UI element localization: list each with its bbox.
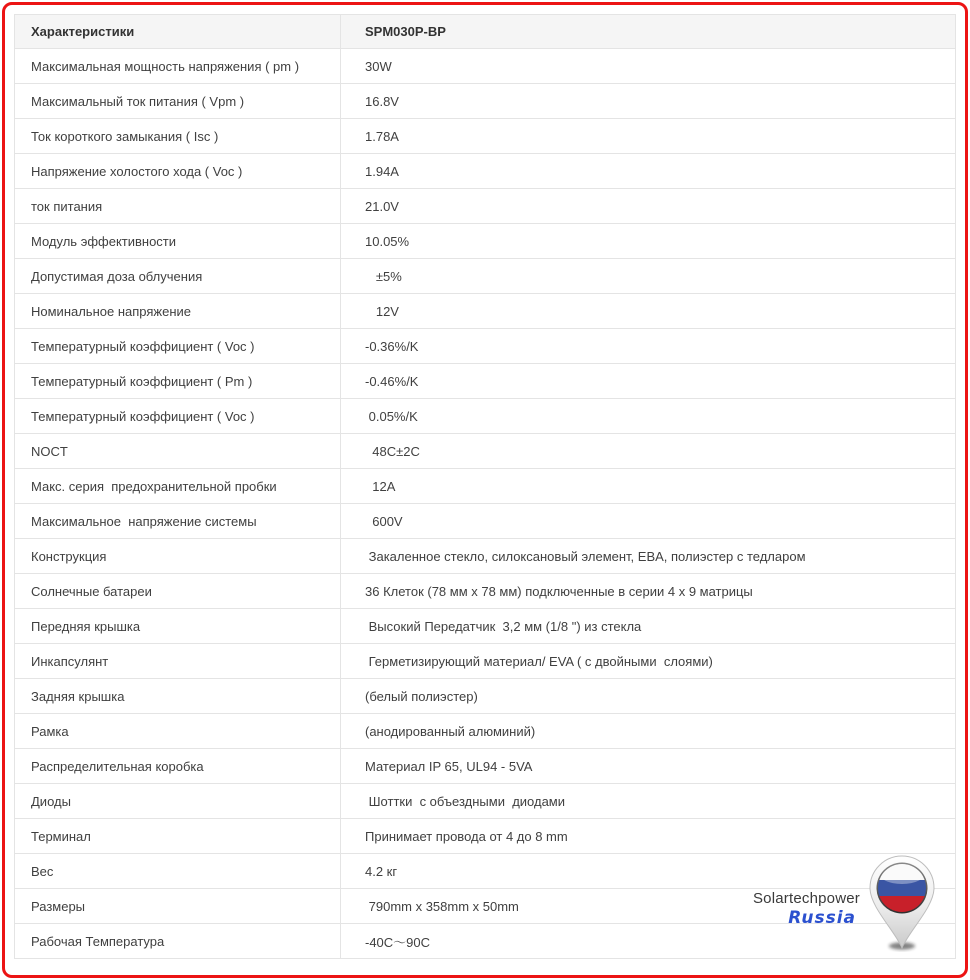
spec-value: (анодированный алюминий) — [341, 714, 956, 749]
table-row — [15, 784, 956, 819]
table-row — [15, 84, 956, 119]
spec-value: 36 Клеток (78 мм x 78 мм) подключенные в серии 4 x 9 матрицы — [341, 574, 956, 609]
spec-label: Солнечные батареи — [15, 574, 341, 609]
spec-value: Закаленное стекло, силоксановый элемент, EBA, полиэстер с тедларом — [341, 539, 956, 574]
spec-value: Герметизирующий материал/ EVA ( с двойными слоями) — [341, 644, 956, 679]
spec-label: Конструкция — [15, 539, 341, 574]
russia-flag-pin-icon — [864, 854, 940, 952]
spec-value: 48C±2C — [341, 434, 956, 469]
table-row — [15, 714, 956, 749]
spec-value: -0.36%/K — [341, 329, 956, 364]
spec-label: Температурный коэффициент ( Pm ) — [15, 364, 341, 399]
spec-label: Номинальное напряжение — [15, 294, 341, 329]
spec-label: Модуль эффективности — [15, 224, 341, 259]
spec-label: Максимальное напряжение системы — [15, 504, 341, 539]
header-model: SPM030P-BP — [341, 15, 956, 49]
table-header-row — [15, 15, 956, 49]
table-row — [15, 259, 956, 294]
spec-value: Шоттки с объездными диодами — [341, 784, 956, 819]
table-row — [15, 644, 956, 679]
spec-value: 12V — [341, 294, 956, 329]
table-row — [15, 294, 956, 329]
table-row — [15, 329, 956, 364]
brand-country: Russia — [788, 908, 856, 928]
spec-value: 1.78A — [341, 119, 956, 154]
table-row — [15, 609, 956, 644]
table-row — [15, 119, 956, 154]
table-row — [15, 399, 956, 434]
spec-value: 10.05% — [341, 224, 956, 259]
spec-label: ток питания — [15, 189, 341, 224]
spec-value: -0.46%/K — [341, 364, 956, 399]
spec-table — [14, 14, 956, 959]
spec-value: 600V — [341, 504, 956, 539]
table-row — [15, 749, 956, 784]
spec-label: Диоды — [15, 784, 341, 819]
spec-label: Максимальная мощность напряжения ( pm ) — [15, 49, 341, 84]
table-row — [15, 679, 956, 714]
spec-value: ±5% — [341, 259, 956, 294]
spec-label: Максимальный ток питания ( Vpm ) — [15, 84, 341, 119]
spec-label: Макс. серия предохранительной пробки — [15, 469, 341, 504]
brand-name: Solartechpower — [752, 890, 860, 907]
spec-label: NOCT — [15, 434, 341, 469]
spec-value: (белый полиэстер) — [341, 679, 956, 714]
table-body — [15, 49, 956, 959]
spec-value: 21.0V — [341, 189, 956, 224]
table-row — [15, 434, 956, 469]
table-row — [15, 819, 956, 854]
spec-label: Терминал — [15, 819, 341, 854]
spec-value: Материал IP 65, UL94 - 5VA — [341, 749, 956, 784]
spec-value: 12A — [341, 469, 956, 504]
spec-value: Принимает провода от 4 до 8 mm — [341, 819, 956, 854]
spec-label: Инкапсулянт — [15, 644, 341, 679]
spec-value: Высокий Передатчик 3,2 мм (1/8 ") из стекла — [341, 609, 956, 644]
table-row — [15, 504, 956, 539]
table-row — [15, 154, 956, 189]
table-row — [15, 189, 956, 224]
spec-value: 790mm x 358mm x 50mm — [341, 889, 956, 924]
spec-value: 16.8V — [341, 84, 956, 119]
spec-label: Напряжение холостого хода ( Voc ) — [15, 154, 341, 189]
header-characteristics: Характеристики — [15, 15, 341, 49]
spec-value: 0.05%/K — [341, 399, 956, 434]
table-row — [15, 539, 956, 574]
solartechpower-logo — [753, 854, 940, 952]
table-row — [15, 574, 956, 609]
table-row — [15, 224, 956, 259]
spec-label: Рабочая Температура — [15, 924, 341, 959]
spec-value: 30W — [341, 49, 956, 84]
table-row — [15, 469, 956, 504]
spec-label: Размеры — [15, 889, 341, 924]
spec-label: Задняя крышка — [15, 679, 341, 714]
spec-value: -40C～90C — [341, 924, 956, 959]
spec-label: Вес — [15, 854, 341, 889]
table-row — [15, 49, 956, 84]
spec-label: Распределительная коробка — [15, 749, 341, 784]
table-row — [15, 364, 956, 399]
spec-value: 1.94A — [341, 154, 956, 189]
spec-label: Температурный коэффициент ( Voc ) — [15, 399, 341, 434]
spec-label: Температурный коэффициент ( Voc ) — [15, 329, 341, 364]
logo-text — [753, 890, 860, 928]
spec-label: Ток короткого замыкания ( Isc ) — [15, 119, 341, 154]
spec-label: Передняя крышка — [15, 609, 341, 644]
spec-label: Рамка — [15, 714, 341, 749]
spec-value: 4.2 кг — [341, 854, 956, 889]
spec-label: Допустимая доза облучения — [15, 259, 341, 294]
